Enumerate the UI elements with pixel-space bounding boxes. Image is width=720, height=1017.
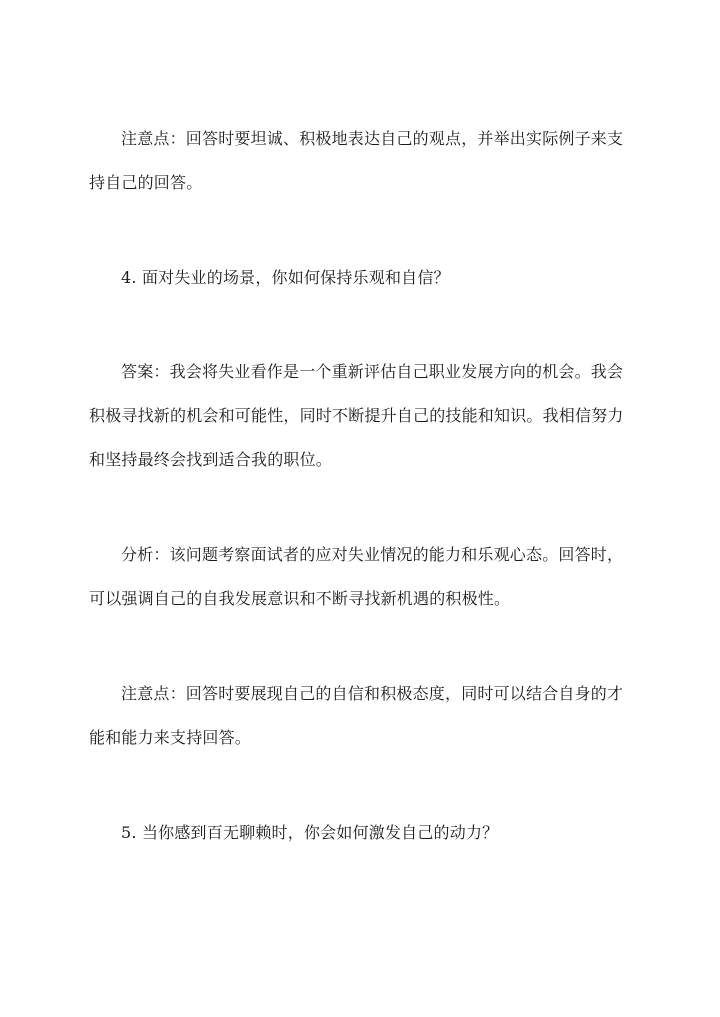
note-paragraph-2: 注意点：回答时要展现自己的自信和积极态度，同时可以结合自身的才能和能力来支持回答。	[89, 684, 624, 747]
note-paragraph: 注意点：回答时要坦诚、积极地表达自己的观点，并举出实际例子来支持自己的回答。	[89, 129, 624, 192]
question-4: 4. 面对失业的场景，你如何保持乐观和自信？	[121, 268, 450, 287]
question-5: 5. 当你感到百无聊赖时，你会如何激发自己的动力？	[121, 823, 499, 842]
answer-paragraph: 答案：我会将失业看作是一个重新评估自己职业发展方向的机会。我会积极寻找新的机会和可能性，同时不断提升自己的技能和知识。我相信努力和坚持最终会找到适合我的职位。	[89, 362, 624, 469]
analysis-paragraph: 分析：该问题考察面试者的应对失业情况的能力和乐观心态。回答时，可以强调自己的自我发展意识和不断寻找新机遇的积极性。	[89, 545, 624, 608]
